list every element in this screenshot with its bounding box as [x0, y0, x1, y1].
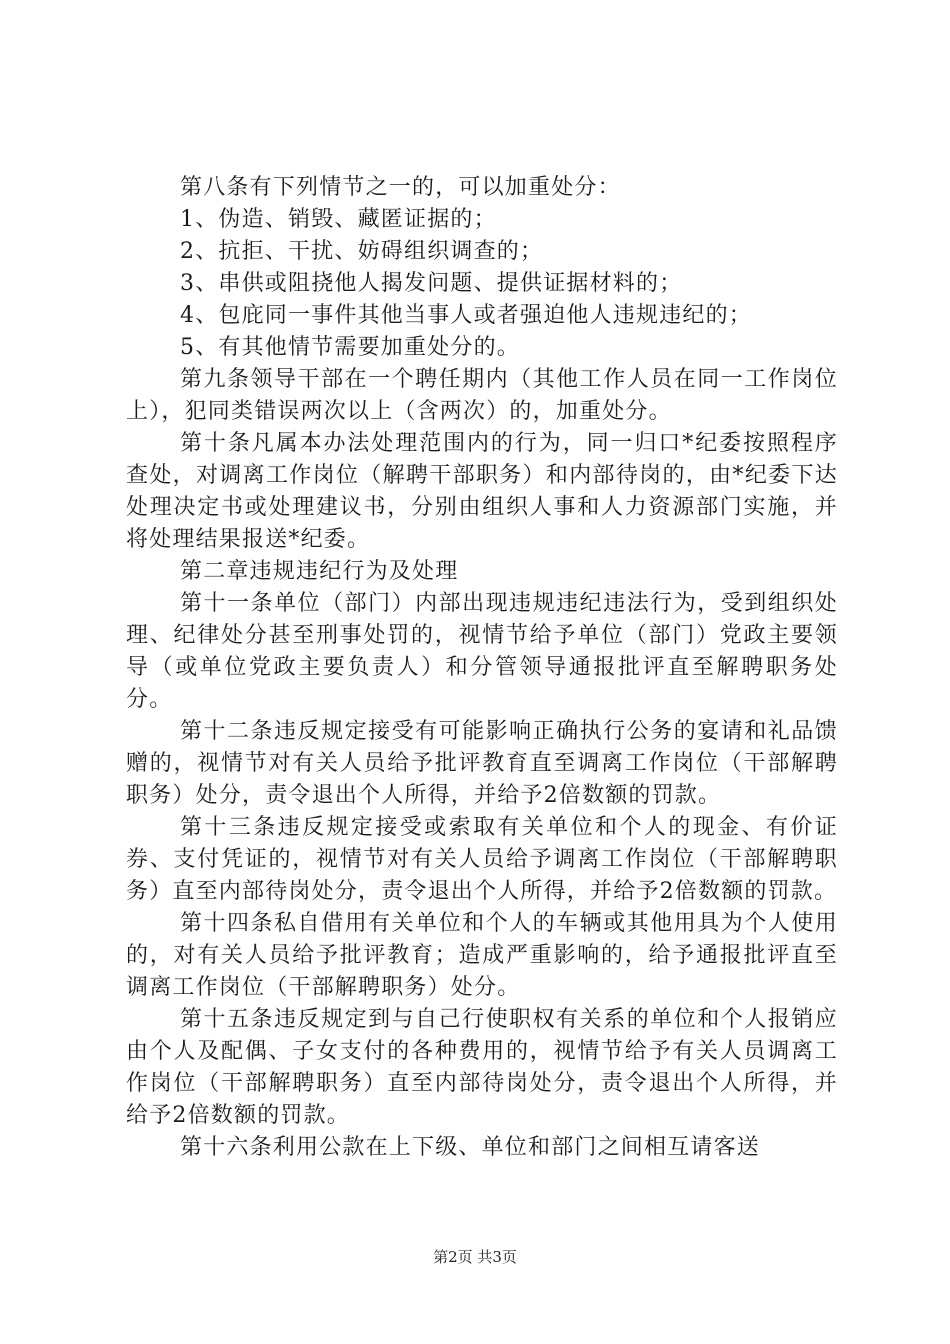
- paragraph-article-12: 第十二条违反规定接受有可能影响正确执行公务的宴请和礼品馈赠的，视情节对有关人员给予批评教育直至调离工作岗位（干部解聘职务）处分，责令退出个人所得，并给予2倍数额的罚款。: [126, 719, 838, 808]
- paragraph-item-5: 5、有其他情节需要加重处分的。: [180, 335, 520, 360]
- paragraph-article-11: 第十一条单位（部门）内部出现违规违纪违法行为，受到组织处理、纪律处分甚至刑事处罚的，视情节给予单位（部门）党政主要领导（或单位党政主要负责人）和分管领导通报批评直至解聘职务处分。: [126, 591, 838, 712]
- paragraph-article-16: 第十六条利用公款在上下级、单位和部门之间相互请客送: [180, 1135, 761, 1160]
- paragraph-item-3: 3、串供或阻挠他人揭发问题、提供证据材料的；: [180, 271, 683, 296]
- paragraph-item-2: 2、抗拒、干扰、妨碍组织调查的；: [180, 239, 544, 264]
- chapter-heading: 第二章违规违纪行为及处理: [180, 559, 459, 584]
- paragraph-article-15: 第十五条违反规定到与自己行使职权有关系的单位和个人报销应由个人及配偶、子女支付的各种费用的，视情节给予有关人员调离工作岗位（干部解聘职务）直至内部待岗处分，责令退出个人所得，并给予2倍数额的罚款。: [126, 1007, 838, 1128]
- document-body: [126, 172, 838, 1164]
- paragraph-article-10: 第十条凡属本办法处理范围内的行为，同一归口*纪委按照程序查处，对调离工作岗位（解聘干部职务）和内部待岗的，由*纪委下达处理决定书或处理建议书，分别由组织人事和人力资源部门实施，并将处理结果报送*纪委。: [126, 431, 838, 552]
- paragraph-item-4: 4、包庇同一事件其他当事人或者强迫他人违规违纪的；: [180, 303, 752, 328]
- paragraph-article-8: 第八条有下列情节之一的，可以加重处分：: [180, 175, 621, 200]
- paragraph-article-14: 第十四条私自借用有关单位和个人的车辆或其他用具为个人使用的，对有关人员给予批评教育；造成严重影响的，给予通报批评直至调离工作岗位（干部解聘职务）处分。: [126, 911, 838, 1000]
- paragraph-item-1: 1、伪造、销毁、藏匿证据的；: [180, 207, 497, 232]
- paragraph-article-9: 第九条领导干部在一个聘任期内（其他工作人员在同一工作岗位上），犯同类错误两次以上（含两次）的，加重处分。: [126, 367, 838, 424]
- paragraph-article-13: 第十三条违反规定接受或索取有关单位和个人的现金、有价证券、支付凭证的，视情节对有关人员给予调离工作岗位（干部解聘职务）直至内部待岗处分，责令退出个人所得，并给予2倍数额的罚款。: [126, 815, 838, 904]
- page-number-footer: 第2页 共3页: [433, 1248, 517, 1266]
